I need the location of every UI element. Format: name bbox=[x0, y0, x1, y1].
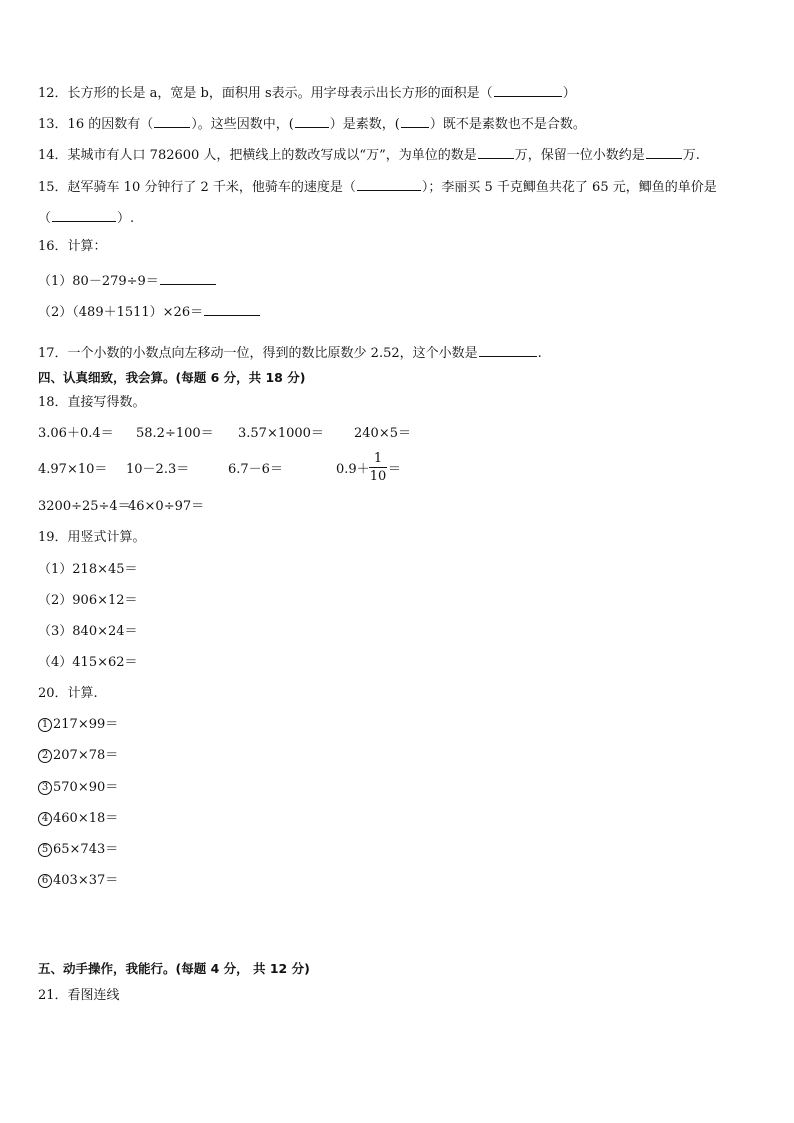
oral-calc-item: 3.06＋0.4＝ bbox=[38, 426, 114, 441]
circled-number: 4 bbox=[38, 812, 52, 826]
question-21: 21．看图连线 bbox=[38, 988, 120, 1003]
question-18-title: 18．直接写得数。 bbox=[38, 395, 146, 410]
vertical-calc-item: （3）840×24＝ bbox=[38, 624, 138, 639]
answer-blank[interactable] bbox=[646, 144, 682, 159]
circled-number: 5 bbox=[38, 843, 52, 857]
question-17: 17．一个小数的小数点向左移动一位，得到的数比原数少 2.52，这个小数是 . bbox=[38, 342, 542, 363]
oral-calc-item: 4.97×10＝ bbox=[38, 462, 108, 477]
oral-calc-item: 46×0÷97＝ bbox=[128, 499, 205, 514]
calc-item: 2 207×78＝ bbox=[38, 747, 118, 765]
calc-item: 3 570×90＝ bbox=[38, 779, 118, 797]
answer-blank[interactable] bbox=[204, 301, 260, 316]
section-4-heading: 四、认真细致，我会算。(每题 6 分，共 18 分) bbox=[38, 370, 306, 385]
answer-blank[interactable] bbox=[357, 176, 421, 191]
circled-number: 3 bbox=[38, 781, 52, 795]
circled-number: 1 bbox=[38, 718, 52, 732]
oral-calc-item: 3.57×1000＝ bbox=[238, 426, 324, 441]
calc-item: 5 65×743＝ bbox=[38, 841, 118, 859]
question-12: 12．长方形的长是 a，宽是 b，面积用 s表示。用字母表示出长方形的面积是（ ） bbox=[38, 82, 576, 103]
calc-item: 6 403×37＝ bbox=[38, 872, 118, 890]
answer-blank[interactable] bbox=[52, 207, 116, 222]
answer-blank[interactable] bbox=[401, 113, 429, 128]
circled-number: 6 bbox=[38, 874, 52, 888]
question-14: 14．某城市有人口 782600 人，把横线上的数改写成以“万”，为单位的数是 万，保留一位小数约是 万. bbox=[38, 144, 700, 165]
oral-calc-item: 240×5＝ bbox=[354, 426, 411, 441]
question-16-item-1: （1）80－279÷9＝ bbox=[38, 270, 217, 291]
vertical-calc-item: （2）906×12＝ bbox=[38, 593, 138, 608]
oral-calc-item: 58.2÷100＝ bbox=[136, 426, 214, 441]
section-5-heading: 五、动手操作，我能行。(每题 4 分， 共 12 分) bbox=[38, 961, 310, 976]
question-16-title: 16．计算： bbox=[38, 239, 107, 254]
answer-blank[interactable] bbox=[154, 113, 190, 128]
fraction-equals: ＝ bbox=[388, 462, 402, 477]
question-20-title: 20．计算. bbox=[38, 686, 98, 701]
calc-item: 1 217×99＝ bbox=[38, 716, 118, 734]
fraction-numerator: 1 bbox=[369, 451, 387, 468]
answer-blank[interactable] bbox=[160, 270, 216, 285]
question-15: 15．赵军骑车 10 分钟行了 2 千米，他骑车的速度是（ ）；李丽买 5 千克鲫鱼共花了 65 元，鲫鱼的单价是 bbox=[38, 176, 717, 197]
oral-calc-item: 10－2.3＝ bbox=[126, 462, 190, 477]
circled-number: 2 bbox=[38, 749, 52, 763]
oral-calc-item-fraction: 0.9＋ bbox=[336, 462, 370, 477]
question-13: 13．16 的因数有（ ）。这些因数中，( ）是素数，( ）既不是素数也不是合数。 bbox=[38, 113, 586, 134]
answer-blank[interactable] bbox=[295, 113, 329, 128]
vertical-calc-item: （1）218×45＝ bbox=[38, 562, 138, 577]
fraction-denominator: 10 bbox=[369, 469, 387, 484]
fraction bbox=[369, 451, 387, 484]
answer-blank[interactable] bbox=[478, 144, 514, 159]
answer-blank[interactable] bbox=[494, 82, 562, 97]
oral-calc-item: 3200÷25÷4＝ bbox=[38, 499, 131, 514]
question-15-cont: （ ）. bbox=[38, 207, 134, 228]
question-16-item-2: （2）（489＋1511）×26＝ bbox=[38, 301, 261, 322]
calc-item: 4 460×18＝ bbox=[38, 810, 118, 828]
question-19-title: 19．用竖式计算。 bbox=[38, 530, 146, 545]
vertical-calc-item: （4）415×62＝ bbox=[38, 655, 138, 670]
answer-blank[interactable] bbox=[479, 342, 537, 357]
oral-calc-item: 6.7－6＝ bbox=[228, 462, 283, 477]
